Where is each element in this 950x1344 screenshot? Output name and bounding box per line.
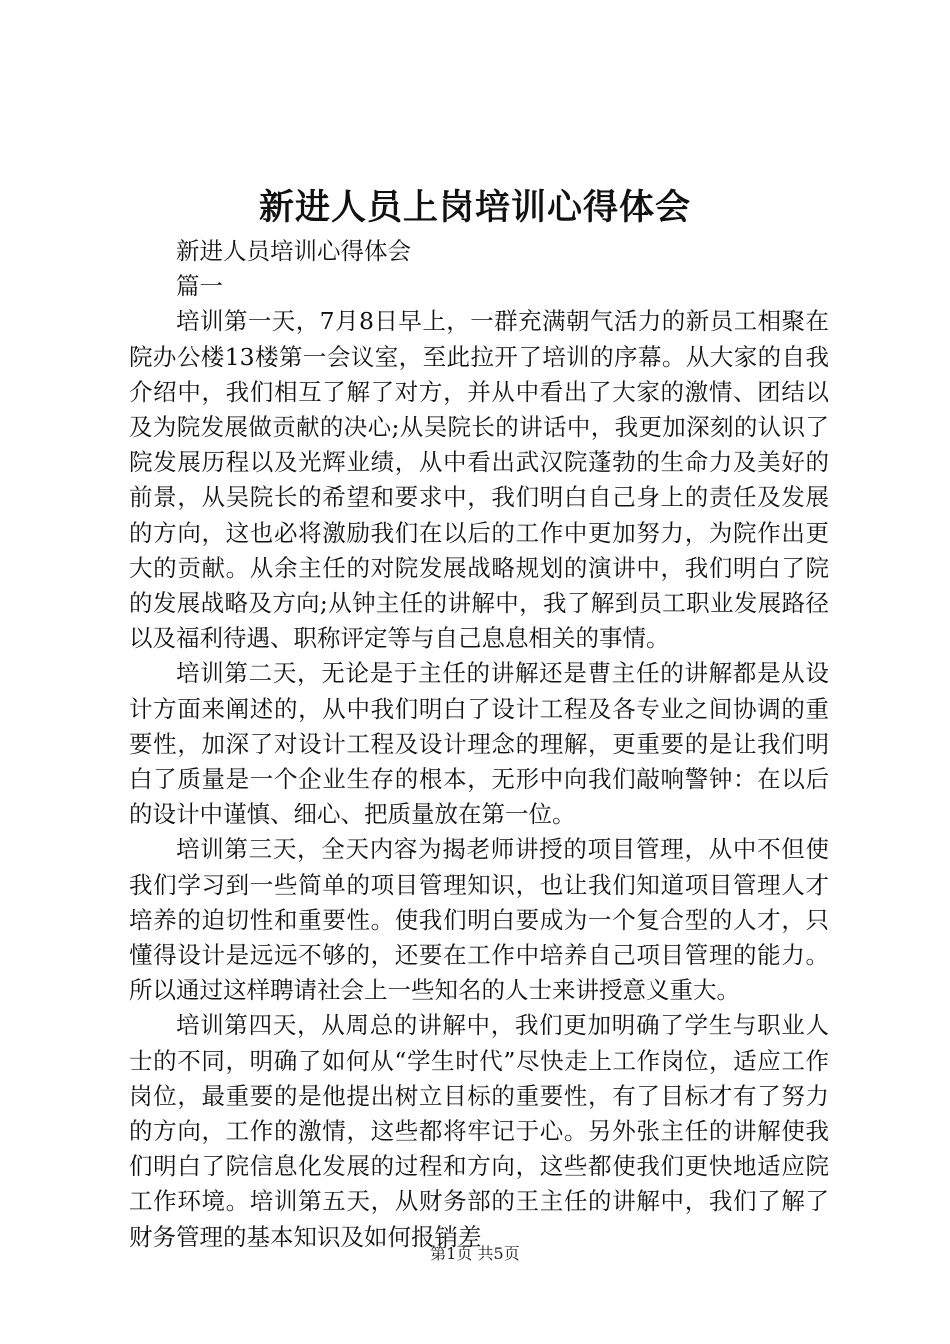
body-paragraph: 培训第一天，7月8日早上，一群充满朝气活力的新员工相聚在院办公楼13楼第一会议室，至此拉开了培训的序幕。从大家的自我介绍中，我们相互了解了对方，并从中看出了大家的激情、团结以及为院发展做贡献的决心;从吴院长的讲话中，我更加深刻的认识了院发展历程以及光辉业绩，从中看出武汉院蓬勃的生命力及美好的前景，从吴院长的希望和要求中，我们明白自己身上的责任及发展的方向，这也必将激励我们在以后的工作中更加努力，为院作出更大的贡献。从余主任的对院发展战略规划的演讲中，我们明白了院的发展战略及方向;从钟主任的讲解中，我了解到员工职业发展路径以及福利待遇、职称评定等与自己息息相关的事情。: [129, 307, 829, 653]
body-paragraph: 培训第二天，无论是于主任的讲解还是曹主任的讲解都是从设计方面来阐述的，从中我们明白了设计工程及各专业之间协调的重要性，加深了对设计工程及设计理念的理解，更重要的是让我们明白了质量是一个企业生存的根本，无形中向我们敲响警钟：在以后的设计中谨慎、细心、把质量放在第一位。: [129, 659, 829, 829]
body-paragraph: 培训第三天，全天内容为揭老师讲授的项目管理，从中不但使我们学习到一些简单的项目管理知识，也让我们知道项目管理人才培养的迫切性和重要性。使我们明白要成为一个复合型的人才，只懂得设计是远远不够的，还要在工作中培养自己项目管理的能力。所以通过这样聘请社会上一些知名的人士来讲授意义重大。: [129, 835, 829, 1005]
document-body: [129, 234, 829, 1255]
body-paragraph: 培训第四天，从周总的讲解中，我们更加明确了学生与职业人士的不同，明确了如何从“学生时代”尽快走上工作岗位，适应工作岗位，最重要的是他提出树立目标的重要性，有了目标才有了努力的方向，工作的激情，这些都将牢记于心。另外张主任的讲解使我们明白了院信息化发展的过程和方向，这些都使我们更快地适应院工作环境。培训第五天，从财务部的王主任的讲解中，我们了解了财务管理的基本知识及如何报销差: [129, 1011, 829, 1251]
page-number-footer: 第1页 共5页: [430, 1244, 520, 1263]
section-heading: 篇一: [176, 272, 223, 301]
subtitle-paragraph: 新进人员培训心得体会: [176, 237, 411, 265]
document-title: 新进人员上岗培训心得体会: [258, 188, 691, 228]
